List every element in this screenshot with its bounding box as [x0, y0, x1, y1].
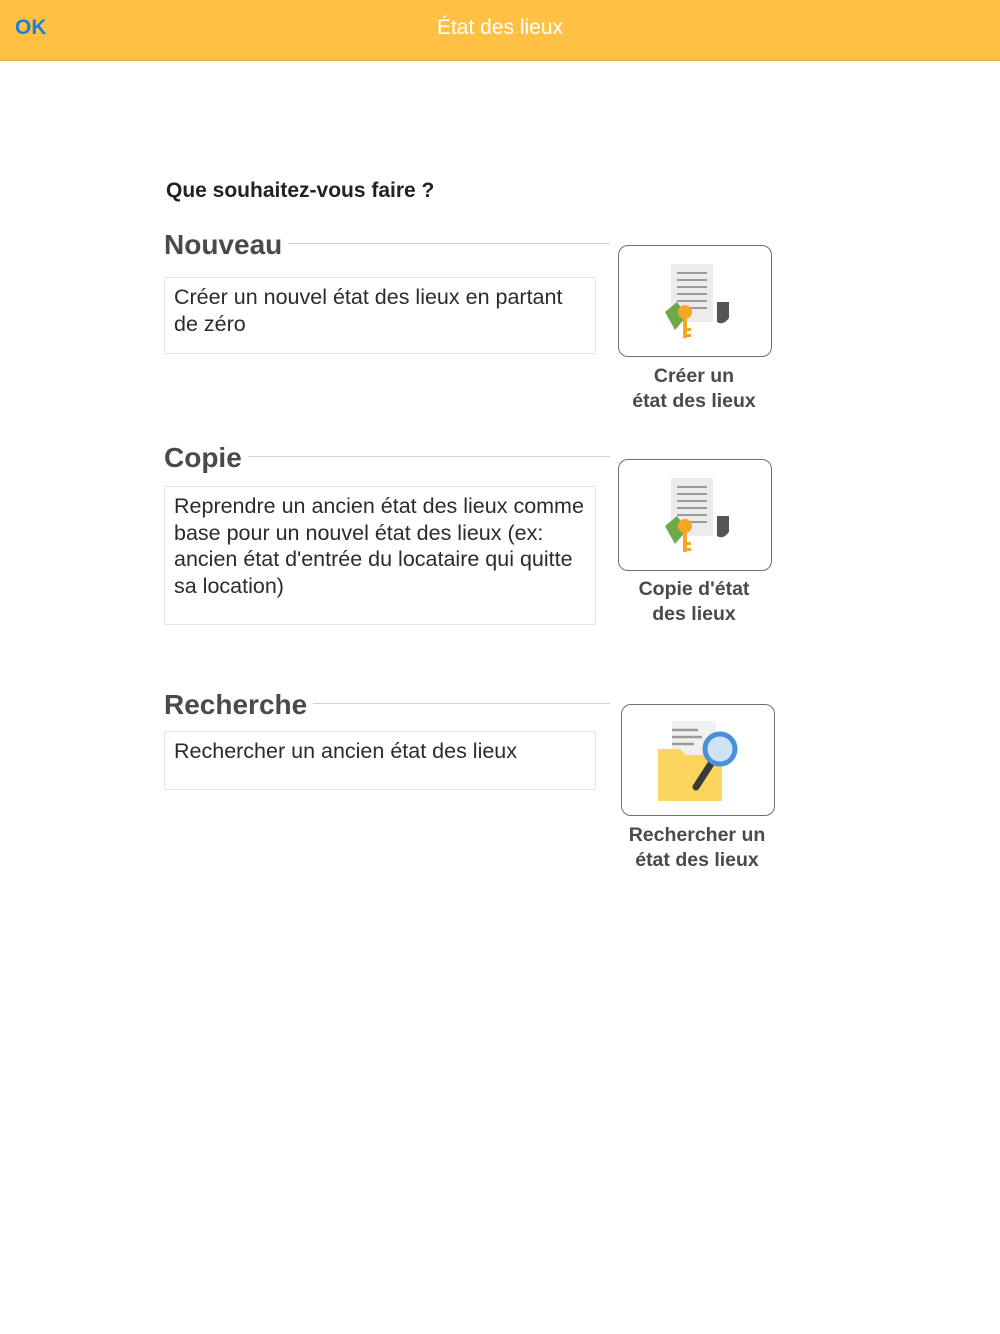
document-keys-icon: [655, 470, 735, 560]
section-title-nouveau: Nouveau: [164, 229, 288, 261]
section-divider: [285, 243, 610, 244]
section-description-nouveau: Créer un nouvel état des lieux en partant de zéro: [164, 277, 596, 354]
question-heading: Que souhaitez-vous faire ?: [166, 179, 435, 202]
search-inventory-label: Rechercher un état des lieux: [628, 824, 766, 871]
create-inventory-label: Créer un état des lieux: [632, 365, 756, 412]
create-inventory-button[interactable]: [618, 245, 772, 357]
section-divider: [246, 456, 610, 457]
copy-inventory-button[interactable]: [618, 459, 772, 571]
search-inventory-button[interactable]: [621, 704, 775, 816]
copy-inventory-label: Copie d'état des lieux: [638, 578, 750, 625]
section-title-copie: Copie: [164, 442, 248, 474]
section-divider: [310, 703, 610, 704]
ok-button[interactable]: OK: [15, 16, 47, 39]
section-title-recherche: Recherche: [164, 689, 313, 721]
section-description-recherche: Rechercher un ancien état des lieux: [164, 731, 596, 790]
document-keys-icon: [655, 256, 735, 346]
navigation-bar: [0, 0, 1000, 61]
section-description-copie: Reprendre un ancien état des lieux comme base pour un nouvel état des lieux (ex: ancien état d'entrée du locataire qui quitte sa location): [164, 486, 596, 625]
page-title: État des lieux: [436, 16, 564, 39]
folder-search-icon: [658, 715, 742, 805]
